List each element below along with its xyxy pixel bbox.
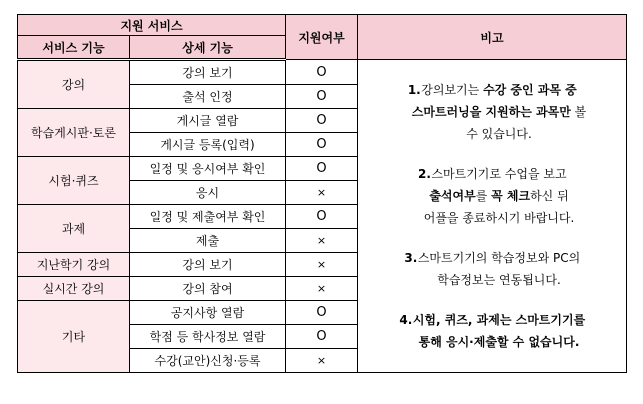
detail-cell: 응시 bbox=[130, 181, 286, 205]
header-remarks: 비고 bbox=[358, 15, 627, 60]
note-emphasis: 수강 중인 과목 중 bbox=[483, 83, 577, 97]
note-text: 를 bbox=[475, 189, 492, 203]
support-mark: O bbox=[286, 133, 358, 157]
remarks-cell bbox=[358, 60, 627, 373]
note-text: 강의보기는 bbox=[421, 83, 484, 97]
note-text: 스마트기기의 학습정보와 PC의 bbox=[417, 251, 581, 265]
support-mark: × bbox=[286, 181, 358, 205]
note-2 bbox=[358, 163, 626, 229]
detail-cell: 공지사항 열람 bbox=[130, 301, 286, 325]
detail-cell: 강의 보기 bbox=[130, 60, 286, 85]
detail-cell: 수강(교안)신청·등록 bbox=[130, 349, 286, 373]
note-1 bbox=[358, 79, 626, 145]
support-mark: O bbox=[286, 60, 358, 85]
note-emphasis: 시험, 퀴즈, 과제는 스마트기기를 bbox=[412, 313, 586, 327]
note-text: 볼 bbox=[570, 105, 587, 119]
note-number: 2. bbox=[417, 167, 431, 181]
note-number: 1. bbox=[407, 83, 421, 97]
category-exam: 시험·퀴즈 bbox=[18, 157, 130, 205]
detail-cell: 강의 보기 bbox=[130, 253, 286, 277]
detail-cell: 일정 및 응시여부 확인 bbox=[130, 157, 286, 181]
header-support: 지원여부 bbox=[286, 15, 358, 60]
note-emphasis: 출석여부 bbox=[429, 189, 476, 203]
note-emphasis: 스마트러닝을 지원하는 과목만 bbox=[411, 105, 571, 119]
support-service-table bbox=[17, 14, 627, 373]
support-mark: O bbox=[286, 301, 358, 325]
support-mark: O bbox=[286, 109, 358, 133]
note-text: 어플을 종료하시기 바랍니다. bbox=[423, 211, 575, 225]
category-past-lecture: 지난학기 강의 bbox=[18, 253, 130, 277]
support-mark: O bbox=[286, 157, 358, 181]
note-text: 하신 뒤 bbox=[530, 189, 569, 203]
category-live-lecture: 실시간 강의 bbox=[18, 277, 130, 301]
support-mark: × bbox=[286, 229, 358, 253]
support-mark: × bbox=[286, 253, 358, 277]
note-text: 학습정보는 연동됩니다. bbox=[437, 273, 561, 287]
note-3 bbox=[358, 247, 626, 291]
category-etc: 기타 bbox=[18, 301, 130, 373]
support-mark: O bbox=[286, 85, 358, 109]
note-emphasis: 꼭 체크 bbox=[491, 189, 531, 203]
detail-cell: 일정 및 제출여부 확인 bbox=[130, 205, 286, 229]
detail-cell: 강의 참여 bbox=[130, 277, 286, 301]
note-emphasis: 통해 응시·제출할 수 없습니다. bbox=[418, 335, 580, 349]
category-lecture: 강의 bbox=[18, 60, 130, 109]
detail-cell: 출석 인정 bbox=[130, 85, 286, 109]
note-number: 4. bbox=[399, 313, 413, 327]
support-mark: × bbox=[286, 277, 358, 301]
detail-cell: 제출 bbox=[130, 229, 286, 253]
header-detail-function: 상세 기능 bbox=[130, 36, 286, 60]
header-service-function: 서비스 기능 bbox=[18, 36, 130, 60]
note-4 bbox=[358, 309, 626, 353]
detail-cell: 게시글 등록(입력) bbox=[130, 133, 286, 157]
support-mark: O bbox=[286, 325, 358, 349]
category-assignment: 과제 bbox=[18, 205, 130, 253]
support-mark: O bbox=[286, 205, 358, 229]
detail-cell: 학점 등 학사정보 열람 bbox=[130, 325, 286, 349]
note-text: 수 있습니다. bbox=[466, 127, 532, 141]
category-board: 학습게시판·토론 bbox=[18, 109, 130, 157]
note-number: 3. bbox=[404, 251, 418, 265]
detail-cell: 게시글 열람 bbox=[130, 109, 286, 133]
support-mark: × bbox=[286, 349, 358, 373]
note-text: 스마트기기로 수업을 보고 bbox=[431, 167, 567, 181]
header-service-group: 지원 서비스 bbox=[18, 15, 286, 36]
